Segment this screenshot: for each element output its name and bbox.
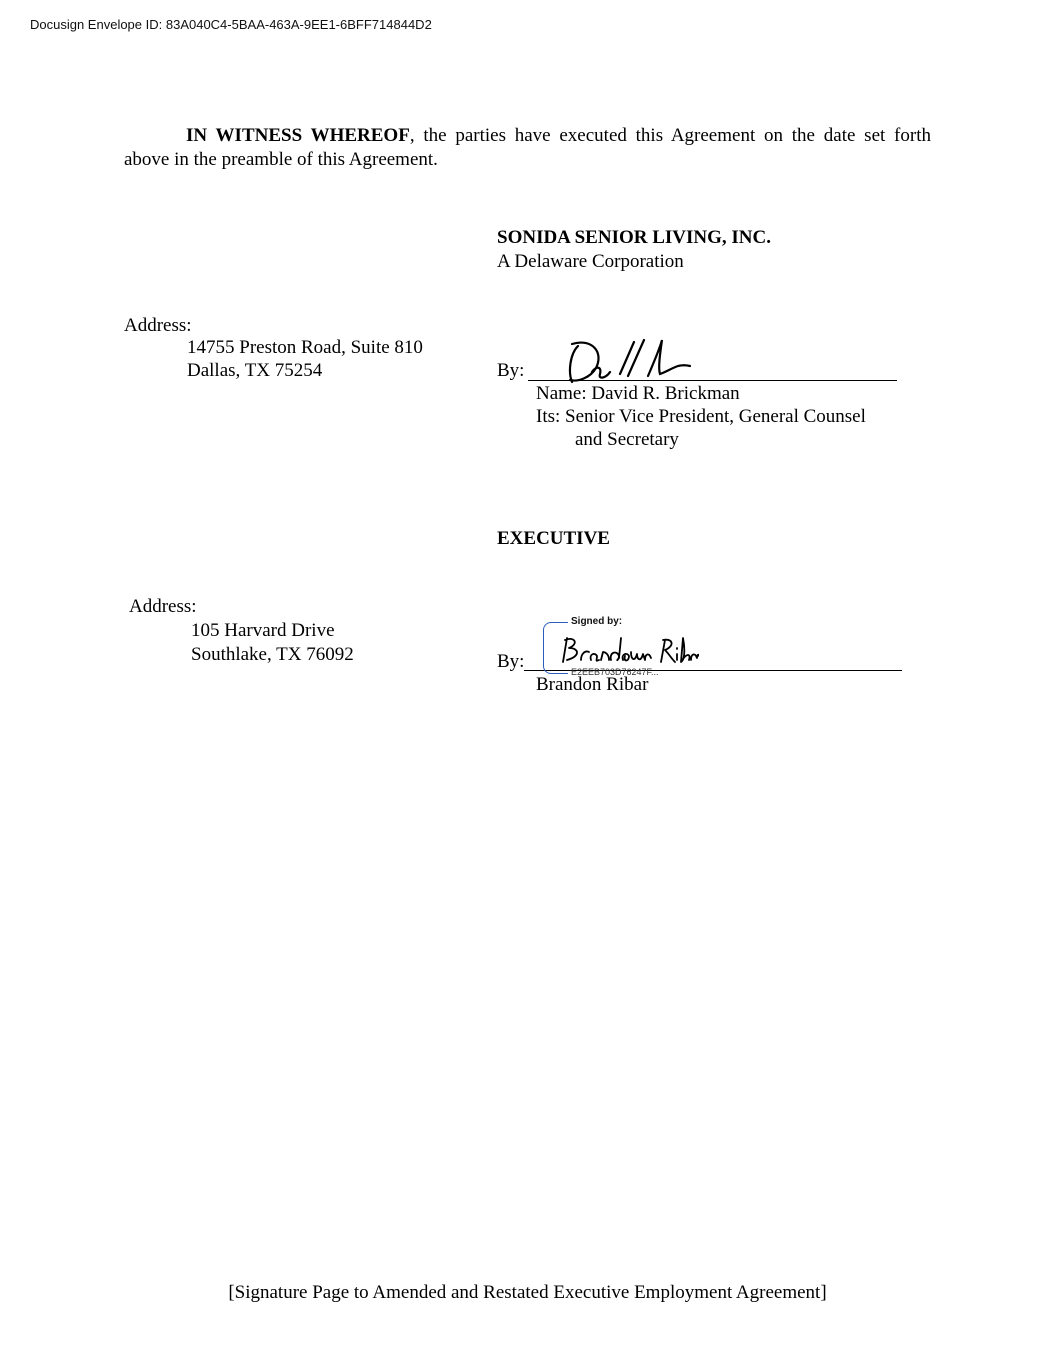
page-footer: [Signature Page to Amended and Restated Executive Employment Agreement] (228, 1282, 827, 1303)
witness-line-2: above in the preamble of this Agreement. (124, 149, 438, 170)
executive-by-label: By: (497, 651, 525, 672)
company-address-line1: 14755 Preston Road, Suite 810 (187, 337, 423, 358)
company-by-label: By: (497, 360, 525, 381)
company-name: SONIDA SENIOR LIVING, INC. (497, 227, 771, 248)
executive-address-line2: Southlake, TX 76092 (191, 644, 354, 665)
signed-by-label: Signed by: (571, 616, 623, 627)
company-type: A Delaware Corporation (497, 251, 684, 272)
docusign-signature-id: E2EEB703D76247F... (571, 667, 659, 677)
company-signer-title-line2: and Secretary (575, 429, 679, 450)
witness-lead: IN WITNESS WHEREOF (186, 125, 410, 146)
executive-address-label: Address: (129, 596, 197, 617)
witness-line-1 (124, 124, 931, 148)
executive-heading: EXECUTIVE (497, 528, 610, 549)
executive-address-line1: 105 Harvard Drive (191, 620, 335, 641)
company-address-line2: Dallas, TX 75254 (187, 360, 323, 381)
company-signer-name: Name: David R. Brickman (536, 383, 740, 404)
company-address-label: Address: (124, 315, 192, 336)
company-signature-image (562, 332, 692, 388)
witness-line-1-rest: , the parties have executed this Agreement on the date set forth (409, 125, 931, 146)
executive-signer-name: Brandon Ribar (536, 674, 649, 695)
executive-signature-image (557, 632, 699, 668)
envelope-id: Docusign Envelope ID: 83A040C4-5BAA-463A-9EE1-6BFF714844D2 (30, 17, 432, 32)
company-signer-title-line1: Its: Senior Vice President, General Counsel (536, 406, 866, 427)
